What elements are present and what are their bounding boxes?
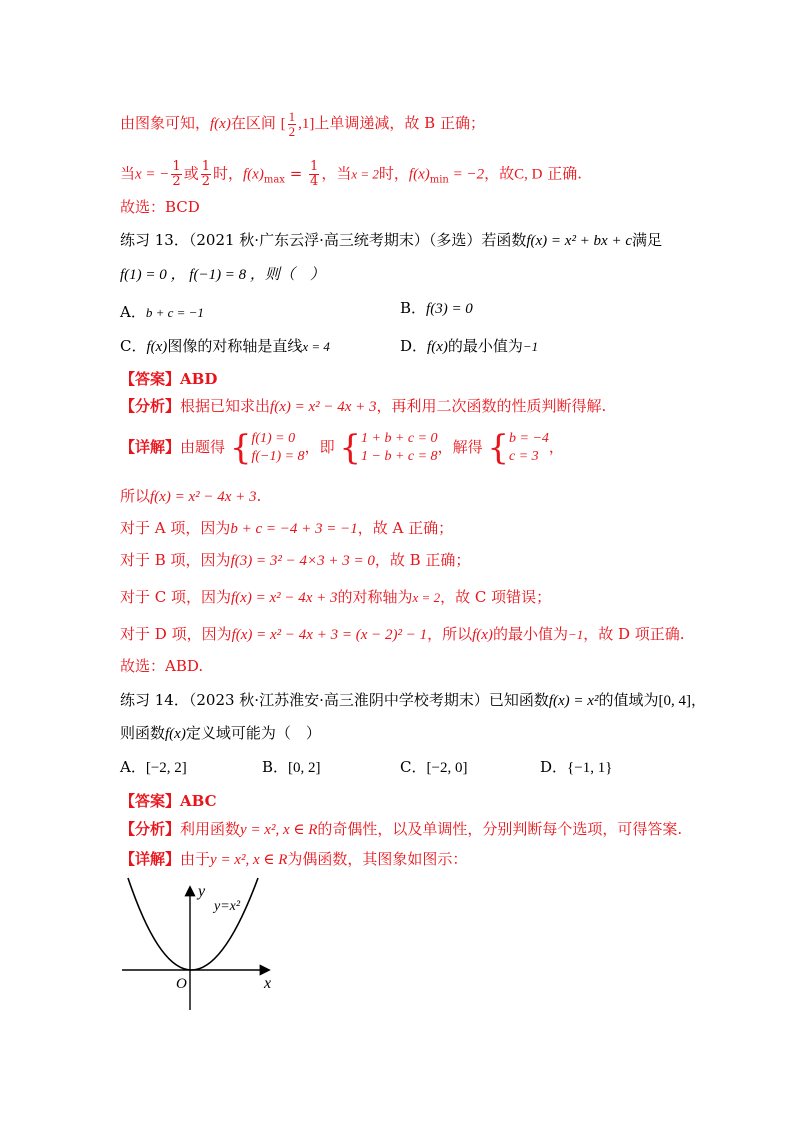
text: 满足 bbox=[632, 231, 663, 249]
ex14-option-c bbox=[400, 757, 467, 778]
text: 利用函数 bbox=[180, 820, 241, 838]
text: 的奇偶性，以及单调性，分别判断每个选项，可得答案. bbox=[317, 820, 683, 838]
parabola-curve bbox=[128, 878, 258, 970]
math-expr: x = − bbox=[135, 166, 170, 183]
ex13-item-c bbox=[120, 587, 551, 608]
ex13-analysis bbox=[120, 396, 606, 417]
text: 的对称轴为 bbox=[337, 588, 413, 606]
math-expr: f(x) = x² − 4x + 3 = (x − 2)² − 1 bbox=[231, 627, 428, 643]
text: 正确. bbox=[542, 164, 583, 183]
option-label: B． bbox=[262, 758, 289, 776]
equation-system-3: { b = −4 c = 3 bbox=[487, 428, 549, 468]
subscript: min bbox=[429, 174, 449, 186]
option-label: B． bbox=[400, 299, 427, 317]
ex13-option-c bbox=[120, 336, 330, 357]
text: ， bbox=[548, 438, 564, 456]
system-row: 1 − b + c = 8 bbox=[361, 449, 438, 464]
text: 由图象可知， bbox=[120, 113, 211, 132]
text: ，再利用二次函数的性质判断得解. bbox=[376, 397, 607, 415]
y-axis-label: y bbox=[198, 883, 206, 900]
frac-num: 1 bbox=[172, 159, 181, 174]
text: 当 bbox=[336, 164, 352, 183]
math-expr: x = 2 bbox=[351, 166, 379, 182]
option-label: A． bbox=[120, 303, 146, 321]
math-expr: −1 bbox=[522, 339, 539, 354]
text: 则函数 bbox=[120, 724, 166, 742]
math-expr: f(x) bbox=[427, 339, 448, 355]
option-label: C． bbox=[120, 337, 147, 355]
analysis-tag: 【分析】 bbox=[120, 397, 181, 415]
math-expr: x = 4 bbox=[302, 339, 330, 354]
text: = bbox=[284, 164, 308, 183]
text: 在区间 bbox=[230, 113, 276, 132]
ex13-item-d bbox=[120, 624, 685, 645]
text: 由题得 bbox=[180, 438, 226, 456]
frac-den: 2 bbox=[288, 124, 296, 139]
math-expr: x = 2 bbox=[412, 590, 441, 605]
text: 的最小值为 bbox=[492, 625, 568, 643]
math-expr: y = x², x ∈ R bbox=[210, 852, 288, 868]
answer-value: ABC bbox=[180, 792, 217, 810]
parabola-graph bbox=[118, 872, 288, 1012]
intro-choose: 故选：BCD bbox=[120, 198, 200, 216]
answer-value: ABD bbox=[180, 370, 218, 388]
ex13-option-a bbox=[120, 302, 204, 323]
option-label: A． bbox=[120, 758, 146, 776]
text: 对于 B 项，因为 bbox=[120, 551, 231, 569]
ex13-so bbox=[120, 486, 261, 507]
math-expr: f(1) = 0 ， f(−1) = 8 ，则（ ） bbox=[120, 267, 325, 283]
system-row: b = −4 bbox=[509, 431, 549, 446]
ex14-detail bbox=[120, 849, 467, 870]
math-expr: f(x) bbox=[472, 627, 493, 643]
intro-line-1 bbox=[120, 110, 485, 139]
system-row: f(1) = 0 bbox=[251, 431, 296, 446]
text: 的值域为 bbox=[598, 691, 659, 709]
math-expr: f(x) = x² + bx + c bbox=[526, 233, 632, 249]
ex14-option-b bbox=[262, 757, 321, 778]
ex13-detail bbox=[120, 430, 564, 466]
ex13-answer bbox=[120, 369, 217, 389]
math-expr: C, D bbox=[514, 166, 543, 183]
math-expr: b + c = −4 + 3 = −1 bbox=[230, 521, 358, 537]
text: ，所以 bbox=[427, 625, 473, 643]
analysis-tag: 【分析】 bbox=[120, 820, 181, 838]
math-expr: [0, 2] bbox=[288, 760, 321, 776]
answer-tag: 【答案】 bbox=[120, 370, 181, 388]
text: ， bbox=[690, 691, 706, 709]
ex13-condition bbox=[120, 264, 325, 285]
text: 由于 bbox=[180, 850, 211, 868]
interval: [ $\frac{1}{2}$ ,1] bbox=[280, 109, 315, 139]
ex14-question-line-2 bbox=[120, 723, 321, 744]
frac-den: 4 bbox=[310, 174, 319, 189]
text: ，即 bbox=[304, 438, 335, 456]
text: 或 bbox=[183, 164, 199, 183]
math-expr: f(x) bbox=[408, 166, 430, 183]
ex13-item-b bbox=[120, 550, 470, 571]
ex13-question bbox=[120, 230, 662, 251]
option-label: C． bbox=[400, 758, 427, 776]
frac-num: 1 bbox=[288, 109, 296, 124]
ex14-answer bbox=[120, 791, 217, 811]
text: ，故 A 正确； bbox=[357, 519, 454, 537]
text: ，故 C 项错误； bbox=[440, 588, 552, 606]
frac-num: 1 bbox=[310, 159, 319, 174]
text: ，解得 bbox=[437, 438, 483, 456]
text: 对于 A 项，因为 bbox=[120, 519, 231, 537]
ex14-analysis bbox=[120, 819, 682, 840]
detail-tag: 【详解】 bbox=[120, 438, 181, 456]
detail-tag: 【详解】 bbox=[120, 850, 181, 868]
math-expr: = −2 bbox=[448, 166, 485, 183]
text: 练习 14．（2023 秋·江苏淮安·高三淮阴中学校考期末）已知函数 bbox=[120, 691, 549, 709]
text: 根据已知求出 bbox=[180, 397, 271, 415]
ex14-question bbox=[120, 690, 706, 711]
subscript: max bbox=[263, 174, 285, 186]
ex14-option-a bbox=[120, 757, 187, 778]
ex13-option-d bbox=[400, 336, 538, 357]
system-row: c = 3 bbox=[509, 449, 539, 464]
math-expr: b + c = −1 bbox=[145, 305, 204, 320]
text: 练习 13．（2021 秋·广东云浮·高三统考期末）（多选）若函数 bbox=[120, 231, 527, 249]
text: ，故 D 项正确. bbox=[583, 625, 685, 643]
frac-den: 2 bbox=[201, 174, 210, 189]
equation-system-2: { 1 + b + c = 0 1 − b + c = 8 bbox=[339, 428, 438, 468]
text: 时， bbox=[213, 164, 244, 183]
ex13-item-a bbox=[120, 518, 453, 539]
math-expr: f(x) = x² bbox=[548, 693, 599, 709]
origin-label: O bbox=[176, 976, 187, 992]
text: 定义域可能为（ ） bbox=[185, 724, 321, 742]
math-expr: f(3) = 3² − 4×3 + 3 = 0 bbox=[230, 553, 375, 569]
system-row: f(−1) = 8 bbox=[251, 449, 305, 464]
math-expr: [−2, 2] bbox=[145, 760, 187, 776]
text: 对于 C 项，因为 bbox=[120, 588, 232, 606]
math-expr: [−2, 0] bbox=[426, 760, 468, 776]
math-expr: f(x) = x² − 4x + 3 bbox=[150, 489, 257, 505]
ex14-option-d bbox=[540, 757, 612, 778]
math-expr: [0, 4] bbox=[658, 693, 691, 709]
ex13-option-b bbox=[400, 298, 473, 319]
math-expr: {−1, 1} bbox=[567, 760, 613, 776]
system-row: 1 + b + c = 0 bbox=[361, 431, 438, 446]
math-expr: −1 bbox=[567, 627, 584, 642]
math-expr: f(x) = x² − 4x + 3 bbox=[270, 399, 377, 415]
text: 图像的对称轴是直线 bbox=[167, 337, 303, 355]
text: ，故 B 正确； bbox=[374, 551, 471, 569]
text: ， bbox=[321, 164, 337, 183]
math-expr: f(x) bbox=[243, 166, 264, 183]
text: 为偶函数，其图象如图示： bbox=[287, 850, 468, 868]
frac-den: 2 bbox=[172, 174, 181, 189]
interval-tail: ,1 bbox=[298, 115, 310, 132]
option-label: D． bbox=[400, 337, 428, 355]
text: 时， bbox=[378, 164, 409, 183]
math-expr: f(x) = x² − 4x + 3 bbox=[231, 590, 338, 606]
option-label: D． bbox=[540, 758, 568, 776]
equation-system-1: { f(1) = 0 f(−1) = 8 bbox=[229, 428, 305, 468]
text: . bbox=[256, 487, 262, 505]
math-expr: f(x) bbox=[210, 115, 231, 132]
math-expr: y = x², x ∈ R bbox=[240, 822, 318, 838]
math-expr: f(x) bbox=[146, 339, 168, 355]
ex13-choose: 故选：ABD. bbox=[120, 657, 204, 675]
text: 上单调递减，故 B 正确； bbox=[314, 113, 485, 132]
text: ，故 bbox=[484, 164, 515, 183]
intro-line-2 bbox=[120, 160, 582, 191]
text: 所以 bbox=[120, 487, 151, 505]
text: 对于 D 项，因为 bbox=[120, 625, 232, 643]
x-axis-label: x bbox=[264, 975, 272, 992]
frac-num: 1 bbox=[201, 159, 210, 174]
text: 当 bbox=[120, 164, 136, 183]
math-expr: f(3) = 0 bbox=[426, 301, 473, 317]
text: 的最小值为 bbox=[447, 337, 523, 355]
math-expr: f(x) bbox=[165, 726, 186, 742]
curve-label: y=x² bbox=[214, 899, 241, 914]
answer-tag: 【答案】 bbox=[120, 792, 181, 810]
